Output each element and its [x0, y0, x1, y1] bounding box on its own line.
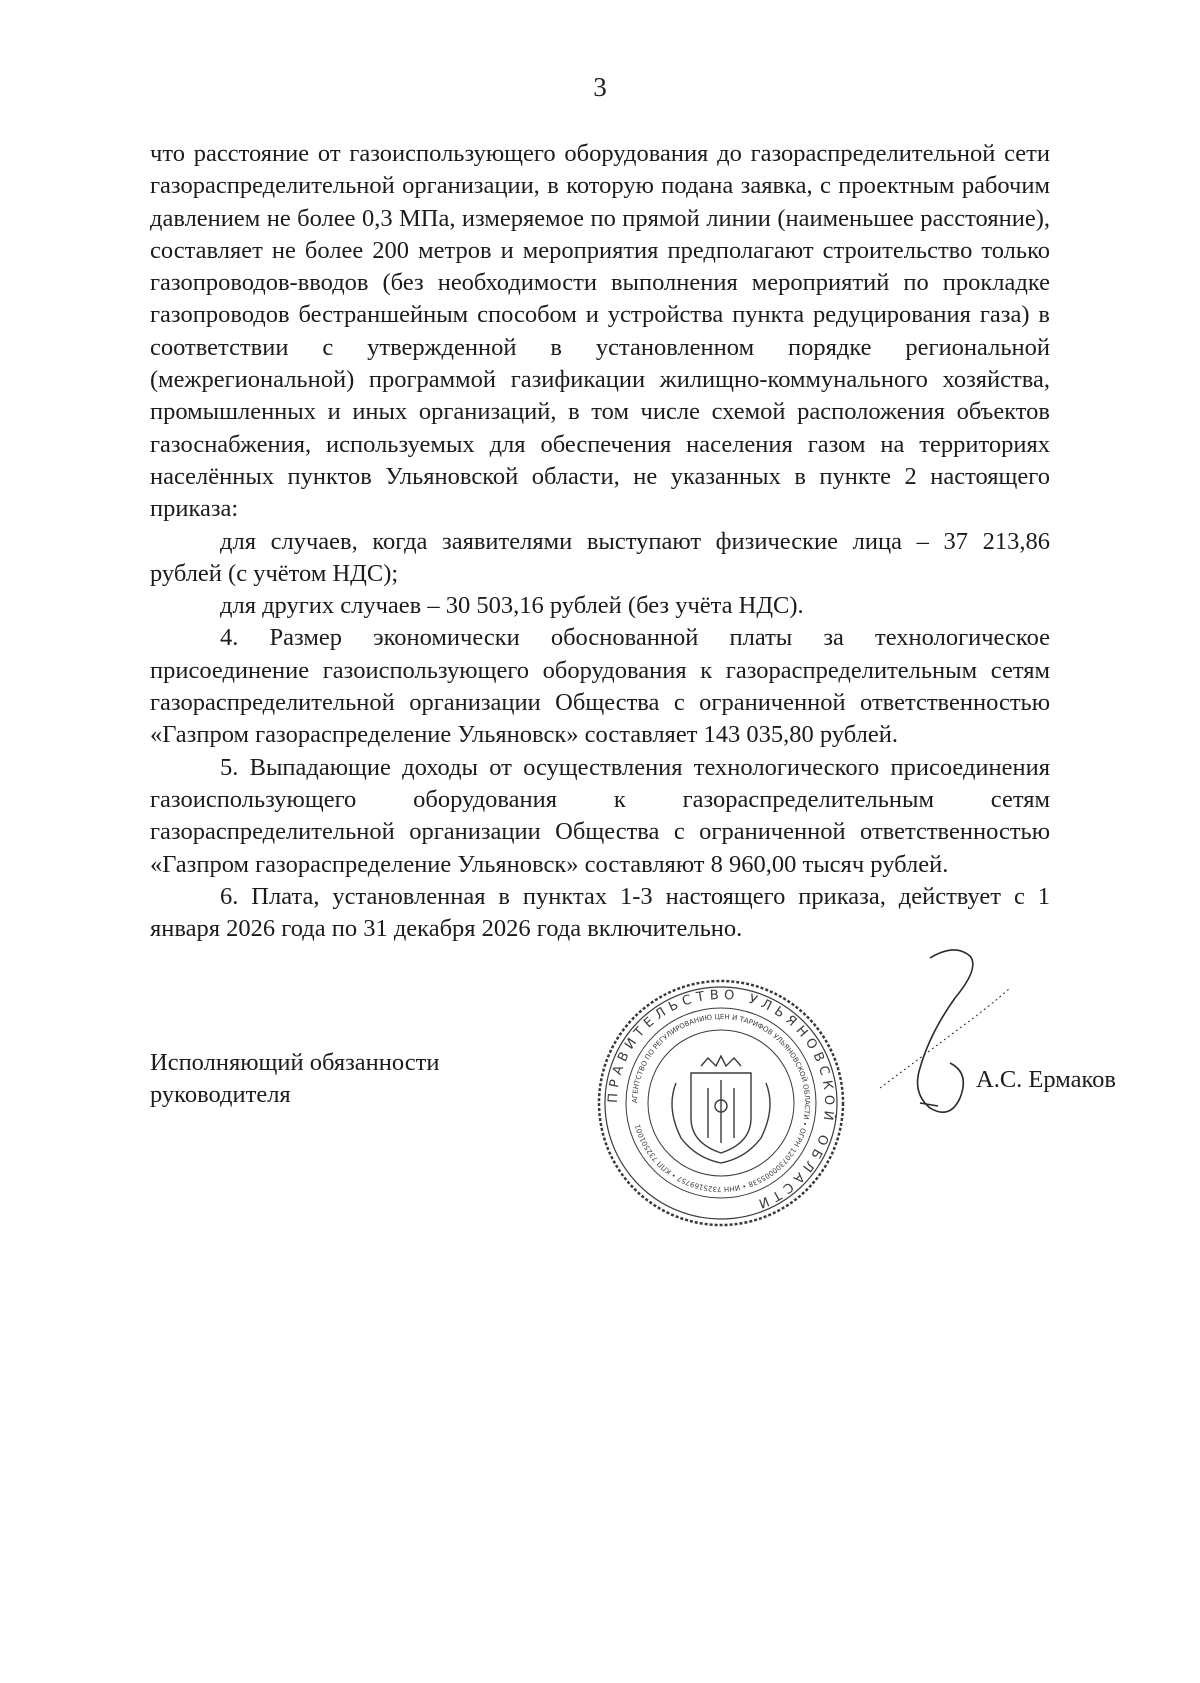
stamp-outer-text: ПРАВИТЕЛЬСТВО УЛЬЯНОВСКОЙ ОБЛАСТИ	[605, 987, 837, 1213]
signatory-title-line-2: руководителя	[150, 1081, 291, 1108]
page-number: 3	[593, 72, 607, 102]
signatory-title	[150, 1047, 439, 1111]
signatory-title-line-1: Исполняющий обязанности	[150, 1049, 440, 1076]
paragraph-continuation: что расстояние от газоиспользующего оборудования до газораспределительной сети газораспределительной организации, в которую подана заявка, с проектным рабочим давлением не более 0,3 МПа, измеряемое по прямой линии (наименьшее расстояние), составляет не более 200 метров и мероприятия предполагают строительство только газопроводов-вводов (без необходимости выполнения мероприятий по прокладке газопроводов бестраншейным способом и устройства пункта редуцирования газа) в соответствии с утвержденной в установленном порядке региональной (межрегиональной) программой газификации жилищно-коммунального хозяйства, промышленных и иных организаций, в том числе схемой расположения объектов газоснабжения, используемых для обеспечения населения газом на территориях населённых пунктов Ульяновской области, не указанных в пункте 2 настоящего приказа:	[150, 140, 1050, 523]
paragraph-item-4: 4. Размер экономически обоснованной платы за технологическое присоединение газоиспользующего оборудования к газораспределительным сетям газораспределительной организации Общества с ограниченной ответственностью «Газпром газораспределение Ульяновск» составляет 143 035,80 рублей.	[150, 624, 1050, 749]
handwritten-signature	[860, 938, 1060, 1158]
paragraph-item-5: 5. Выпадающие доходы от осуществления технологического присоединения газоиспользующего оборудования к газораспределительным сетям газораспределительной организации Общества с ограниченной ответственностью «Газпром газораспределение Ульяновск» составляют 8 960,00 тысяч рублей.	[150, 753, 1050, 878]
coat-of-arms-emblem	[672, 1056, 770, 1163]
paragraph-item-6: 6. Плата, установленная в пунктах 1-3 настоящего приказа, действует с 1 января 2026 года по 31 декабря 2026 года включительно.	[150, 882, 1050, 943]
signatory-name: А.С. Ермаков	[976, 1066, 1116, 1093]
document-body	[150, 138, 1050, 945]
official-seal-stamp	[596, 978, 846, 1228]
paragraph-individuals-fee: для случаев, когда заявителями выступают физические лица – 37 213,86 рублей (с учётом НДС);	[150, 527, 1050, 587]
paragraph-other-fee: для других случаев – 30 503,16 рублей (без учёта НДС).	[220, 592, 804, 620]
stamp-inner-text: АГЕНТСТВО ПО РЕГУЛИРОВАНИЮ ЦЕН И ТАРИФОВ УЛЬЯНОВСКОЙ ОБЛАСТИ • ОГРН 1207300005538 • ИНН 7325169757 • КПП 732501001	[630, 1012, 812, 1194]
